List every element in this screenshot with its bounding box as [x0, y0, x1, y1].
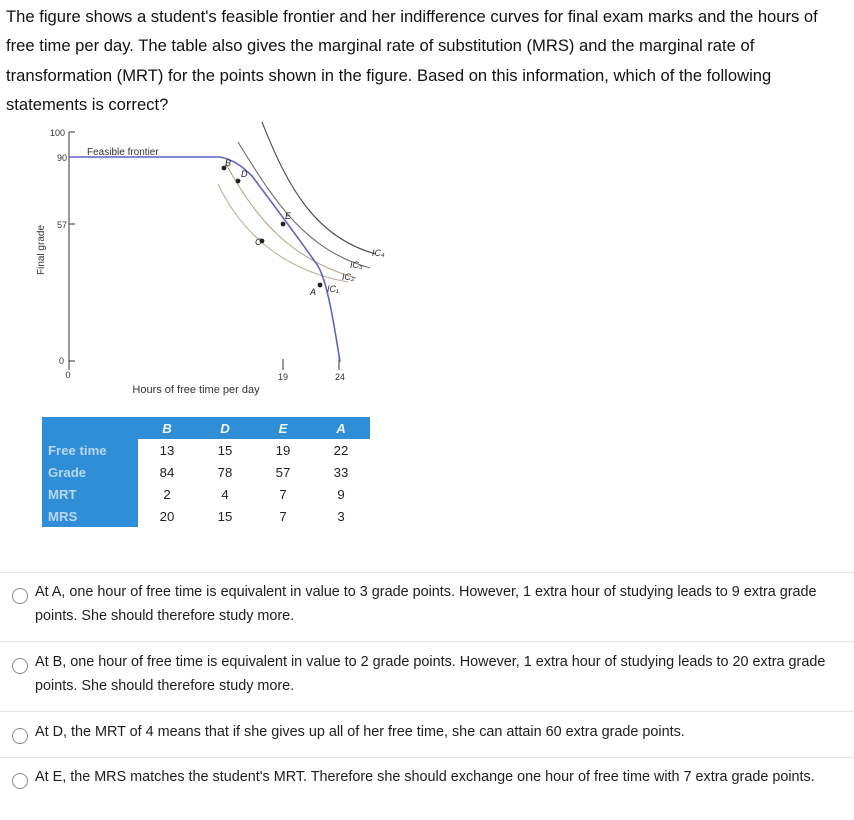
- table-header-a: A: [312, 417, 370, 439]
- answer-option-text: At D, the MRT of 4 means that if she gives up all of her free time, she can attain 60 extra grade points.: [35, 724, 685, 740]
- radio-button-4[interactable]: [12, 773, 28, 789]
- table-header-row: [42, 417, 370, 439]
- answer-option-text: At B, one hour of free time is equivalent in value to 2 grade points. However, 1 extra hour of studying leads to 20 extra grade points. She should therefore study more.: [35, 654, 826, 694]
- indifference-curve-2: [226, 164, 356, 278]
- answer-option-text: At A, one hour of free time is equivalent in value to 3 grade points. However, 1 extra hour of studying leads to 9 extra grade points. She should therefore study more.: [35, 584, 817, 624]
- table-cell: 7: [279, 486, 287, 502]
- table-cell: 4: [221, 486, 229, 502]
- table-cell: 2: [163, 486, 171, 502]
- point-label-b: B: [225, 158, 232, 168]
- y-tick-90: 90: [56, 153, 67, 163]
- answer-option-4[interactable]: [0, 757, 854, 820]
- table-cell: 78: [217, 464, 233, 480]
- table-cell: 9: [337, 486, 345, 502]
- feasible-frontier-curve: [69, 157, 340, 362]
- table-cell: 3: [337, 508, 345, 524]
- row-label-grade: Grade: [42, 461, 138, 483]
- row-label-mrt: MRT: [42, 483, 138, 505]
- table-cell: 7: [279, 508, 287, 524]
- point-a: [318, 283, 323, 288]
- table-row: [42, 439, 370, 461]
- curve-label-ic4: IC₄: [372, 248, 385, 258]
- radio-button-1[interactable]: [12, 588, 28, 604]
- point-label-a: A: [310, 287, 317, 297]
- table-cell: 15: [217, 508, 233, 524]
- answer-option-text: At E, the MRS matches the student's MRT. Therefore she should exchange one hour of free time with 7 extra grade points.: [35, 769, 815, 785]
- point-label-c: C: [255, 237, 262, 247]
- frontier-label: Feasible frontier: [87, 147, 159, 158]
- y-axis-label: Final grade: [36, 224, 47, 276]
- answer-option-1[interactable]: [0, 572, 854, 641]
- table-header-d: D: [196, 417, 254, 439]
- table-cell: 15: [217, 442, 233, 458]
- figure: [30, 120, 450, 410]
- x-tick-0: 0: [65, 370, 71, 380]
- curve-label-ic3: IC₃: [350, 260, 363, 270]
- answer-option-2[interactable]: [0, 641, 854, 711]
- indifference-curve-3: [238, 142, 370, 268]
- table-cell: 19: [275, 442, 291, 458]
- curve-label-ic2: IC₂: [342, 272, 355, 282]
- radio-button-3[interactable]: [12, 728, 28, 744]
- table-cell: 84: [159, 464, 175, 480]
- table-cell: 33: [333, 464, 349, 480]
- x-tick-24: 24: [334, 372, 346, 382]
- table-header-e: E: [254, 417, 312, 439]
- y-tick-0: 0: [58, 356, 64, 366]
- answer-options: [0, 572, 854, 820]
- answer-option-3[interactable]: [0, 711, 854, 757]
- x-tick-19: 19: [277, 372, 289, 382]
- table-cell: 57: [275, 464, 291, 480]
- indifference-curve-4: [262, 122, 376, 254]
- row-label-mrs: MRS: [42, 505, 138, 527]
- table-cell: 20: [159, 508, 175, 524]
- table-row: [42, 483, 370, 505]
- row-label-free-time: Free time: [42, 439, 138, 461]
- table-row: [42, 461, 370, 483]
- table-header-b: B: [138, 417, 196, 439]
- point-label-e: E: [285, 211, 292, 221]
- point-d: [236, 179, 241, 184]
- table-cell: 13: [159, 442, 175, 458]
- radio-button-2[interactable]: [12, 658, 28, 674]
- curve-label-ic1: IC₁: [327, 284, 339, 294]
- x-axis-label: Hours of free time per day: [132, 384, 260, 396]
- indifference-curve-1: [218, 184, 348, 282]
- table-cell: 22: [333, 442, 349, 458]
- y-tick-57: 57: [56, 220, 67, 230]
- point-e: [281, 222, 286, 227]
- table-corner: [42, 417, 138, 439]
- table-row: [42, 505, 370, 527]
- point-label-d: D: [241, 169, 248, 179]
- question-text: The figure shows a student's feasible frontier and her indifference curves for final exam marks and the hours of free time per day. The table also gives the marginal rate of substitution (MRS) and the marginal rate of transformation (MRT) for the points shown in the figure. Based on this information, which of the following statements is correct?: [6, 7, 818, 115]
- mrs-mrt-table: [42, 417, 370, 527]
- frontier-chart: [30, 120, 450, 410]
- y-tick-100: 100: [49, 128, 65, 138]
